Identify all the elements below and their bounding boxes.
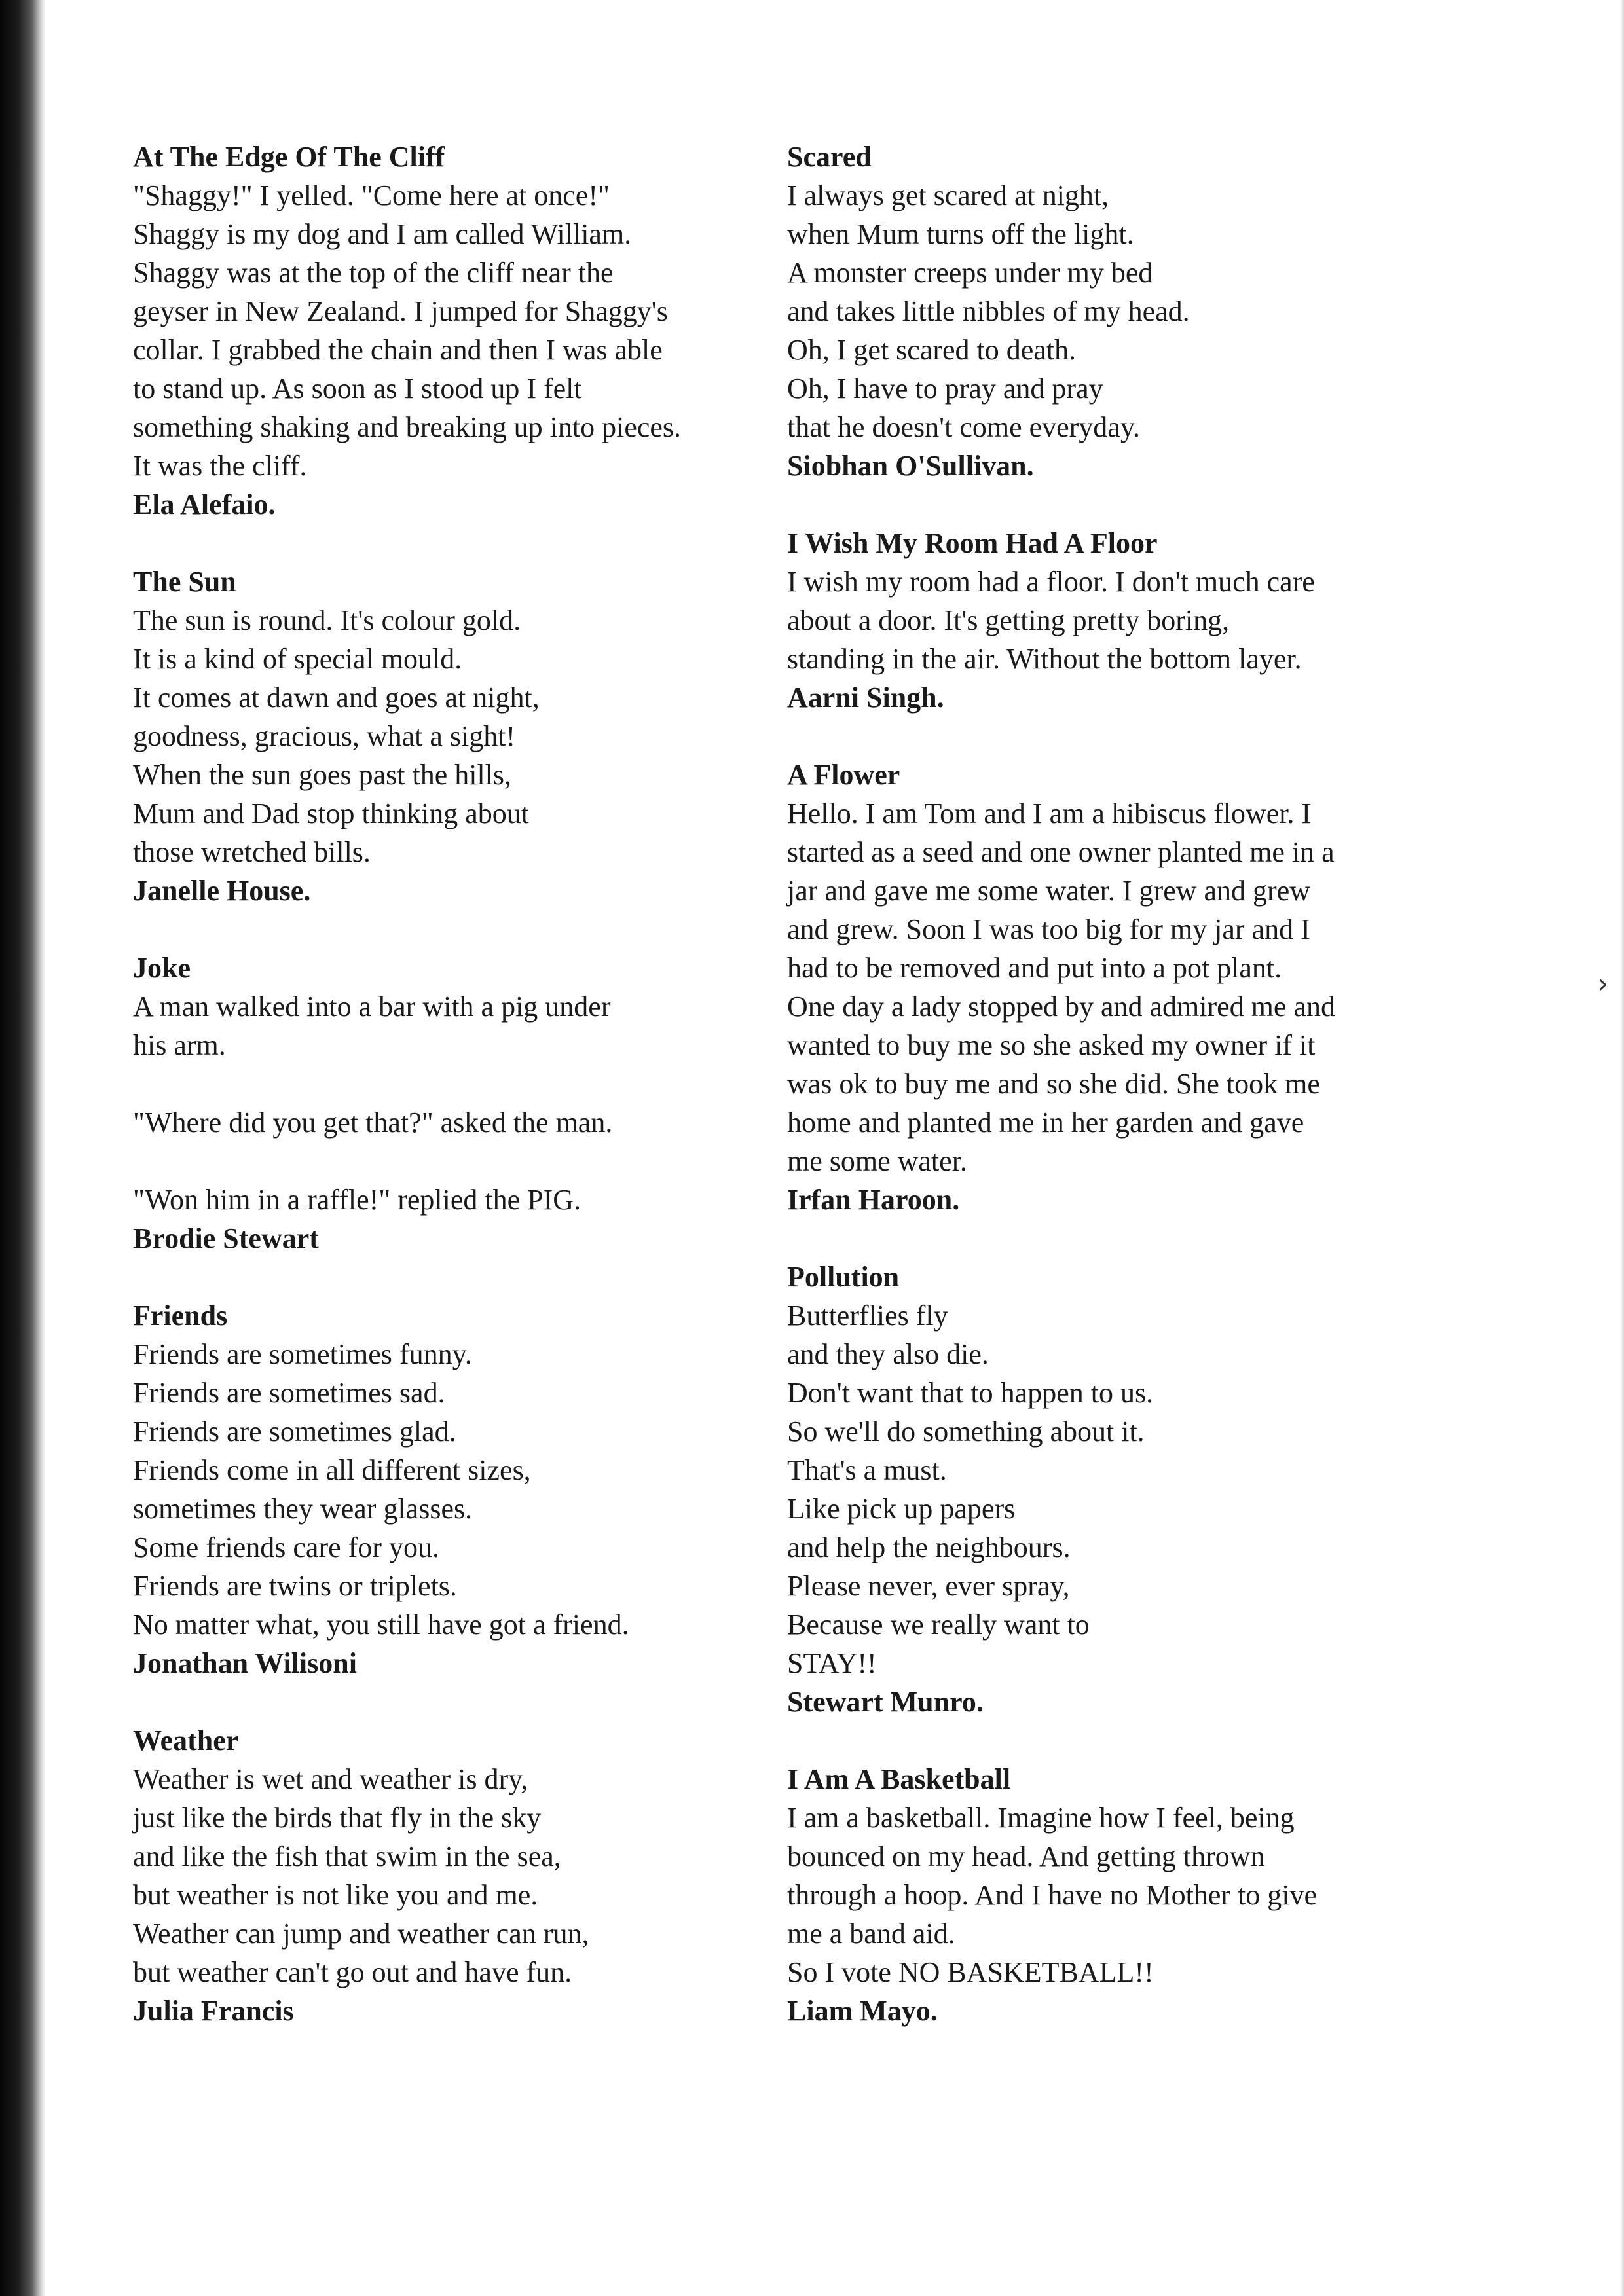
poem-line: bounced on my head. And getting thrown: [787, 1840, 1265, 1872]
poem-line: So we'll do something about it.: [787, 1415, 1145, 1448]
poem-line: sometimes they wear glasses.: [133, 1493, 473, 1525]
poem-line: something shaking and breaking up into pieces.: [133, 411, 682, 443]
poem-line: I wish my room had a floor. I don't much care: [787, 566, 1315, 598]
poem-author: Ela Alefaio.: [133, 488, 276, 520]
poem-line: me a band aid.: [787, 1918, 955, 1950]
poem-line: Please never, ever spray,: [787, 1570, 1070, 1602]
poem-line: through a hoop. And I have no Mother to give: [787, 1879, 1317, 1911]
poem-line: The sun is round. It's colour gold.: [133, 604, 521, 636]
poem: [787, 137, 1442, 485]
poem: [787, 1258, 1442, 1721]
poem-line: Friends are twins or triplets.: [133, 1570, 457, 1602]
poem-line: That's a must.: [787, 1454, 947, 1486]
poem-line: A man walked into a bar with a pig under: [133, 991, 611, 1023]
poem-author: Stewart Munro.: [787, 1686, 984, 1718]
poem-line: standing in the air. Without the bottom layer.: [787, 643, 1302, 675]
poem-line: Because we really want to: [787, 1609, 1090, 1641]
poem-line: geyser in New Zealand. I jumped for Shaggy's: [133, 295, 668, 327]
poem-line: Butterflies fly: [787, 1300, 948, 1332]
poem-line: One day a lady stopped by and admired me and: [787, 991, 1335, 1023]
poem-title: I Wish My Room Had A Floor: [787, 527, 1158, 559]
poem-line: Friends are sometimes sad.: [133, 1377, 445, 1409]
poem-line: his arm.: [133, 1029, 226, 1061]
poem-line: It is a kind of special mould.: [133, 643, 462, 675]
poem-line: Weather can jump and weather can run,: [133, 1918, 589, 1950]
poem-line: When the sun goes past the hills,: [133, 759, 512, 791]
poem-line: goodness, gracious, what a sight!: [133, 720, 516, 752]
poem-line: to stand up. As soon as I stood up I felt: [133, 373, 582, 405]
poem-line: that he doesn't come everyday.: [787, 411, 1140, 443]
right-column: [787, 137, 1442, 2069]
poem: [133, 1721, 788, 2030]
poem-author: Julia Francis: [133, 1995, 294, 2027]
poem-line: Friends come in all different sizes,: [133, 1454, 531, 1486]
poem-line: Oh, I get scared to death.: [787, 334, 1077, 366]
poem-line: wanted to buy me so she asked my owner if it: [787, 1029, 1316, 1061]
poem-line: started as a seed and one owner planted me in a: [787, 836, 1335, 868]
poem-author: Brodie Stewart: [133, 1222, 319, 1254]
poem-line: Hello. I am Tom and I am a hibiscus flower. I: [787, 797, 1312, 829]
poem: [133, 949, 788, 1258]
poem-line: It comes at dawn and goes at night,: [133, 682, 540, 714]
binding-shadow: [0, 0, 46, 2296]
poem-line: Friends are sometimes funny.: [133, 1338, 472, 1370]
poem: [787, 1760, 1442, 2030]
poem-author: Irfan Haroon.: [787, 1184, 960, 1216]
poem-line: Don't want that to happen to us.: [787, 1377, 1154, 1409]
blank-line: [133, 1065, 788, 1103]
poem-line: "Where did you get that?" asked the man.: [133, 1106, 613, 1139]
poem-line: was ok to buy me and so she did. She took me: [787, 1068, 1320, 1100]
poem-line: and takes little nibbles of my head.: [787, 295, 1190, 327]
poem-author: Aarni Singh.: [787, 682, 944, 714]
poem-line: jar and gave me some water. I grew and grew: [787, 875, 1311, 907]
poem-line: "Shaggy!" I yelled. "Come here at once!": [133, 179, 610, 211]
margin-mark: ›: [1598, 969, 1608, 999]
poem-line: Some friends care for you.: [133, 1531, 439, 1563]
poem-title: A Flower: [787, 759, 900, 791]
poem-line: Like pick up papers: [787, 1493, 1016, 1525]
poem: [133, 1296, 788, 1683]
poem-author: Janelle House.: [133, 875, 311, 907]
poem-line: about a door. It's getting pretty boring,: [787, 604, 1230, 636]
poem-line: I am a basketball. Imagine how I feel, being: [787, 1802, 1295, 1834]
page-edge: [1620, 0, 1624, 2296]
poem-line: me some water.: [787, 1145, 967, 1177]
poem-line: So I vote NO BASKETBALL!!: [787, 1956, 1154, 1988]
poem: [133, 137, 788, 524]
poem-author: Jonathan Wilisoni: [133, 1647, 357, 1679]
poem-line: had to be removed and put into a pot plant.: [787, 952, 1282, 984]
poem-line: I always get scared at night,: [787, 179, 1109, 211]
poem-title: The Sun: [133, 566, 236, 598]
poem: [787, 756, 1442, 1219]
poem-title: Pollution: [787, 1261, 900, 1293]
poem-line: A monster creeps under my bed: [787, 257, 1153, 289]
poem-line: those wretched bills.: [133, 836, 371, 868]
poem-line: No matter what, you still have got a friend.: [133, 1609, 629, 1641]
poem-line: Friends are sometimes glad.: [133, 1415, 456, 1448]
poem-author: Liam Mayo.: [787, 1995, 938, 2027]
poem-title: Joke: [133, 952, 191, 984]
poem-title: I Am A Basketball: [787, 1763, 1011, 1795]
blank-line: [133, 1142, 788, 1180]
poem-line: and help the neighbours.: [787, 1531, 1071, 1563]
poem-title: At The Edge Of The Cliff: [133, 141, 445, 173]
poem-line: It was the cliff.: [133, 450, 307, 482]
poem: [787, 524, 1442, 717]
poem-title: Scared: [787, 141, 872, 173]
left-column: [133, 137, 788, 2069]
poem-line: home and planted me in her garden and gave: [787, 1106, 1304, 1139]
poem-line: "Won him in a raffle!" replied the PIG.: [133, 1184, 581, 1216]
poem-title: Weather: [133, 1724, 239, 1757]
poem: [133, 562, 788, 910]
poem-line: Shaggy was at the top of the cliff near the: [133, 257, 614, 289]
poem-line: collar. I grabbed the chain and then I was able: [133, 334, 663, 366]
poem-title: Friends: [133, 1300, 228, 1332]
poem-line: just like the birds that fly in the sky: [133, 1802, 542, 1834]
poem-line: and they also die.: [787, 1338, 989, 1370]
poem-line: but weather can't go out and have fun.: [133, 1956, 572, 1988]
poem-line: Weather is wet and weather is dry,: [133, 1763, 528, 1795]
poem-author: Siobhan O'Sullivan.: [787, 450, 1034, 482]
poem-line: Shaggy is my dog and I am called William.: [133, 218, 632, 250]
poem-line: Oh, I have to pray and pray: [787, 373, 1103, 405]
poem-line: but weather is not like you and me.: [133, 1879, 538, 1911]
poem-line: when Mum turns off the light.: [787, 218, 1134, 250]
poem-line: and grew. Soon I was too big for my jar and I: [787, 913, 1310, 945]
poem-line: and like the fish that swim in the sea,: [133, 1840, 561, 1872]
poem-line: Mum and Dad stop thinking about: [133, 797, 529, 829]
poem-line: STAY!!: [787, 1647, 877, 1679]
